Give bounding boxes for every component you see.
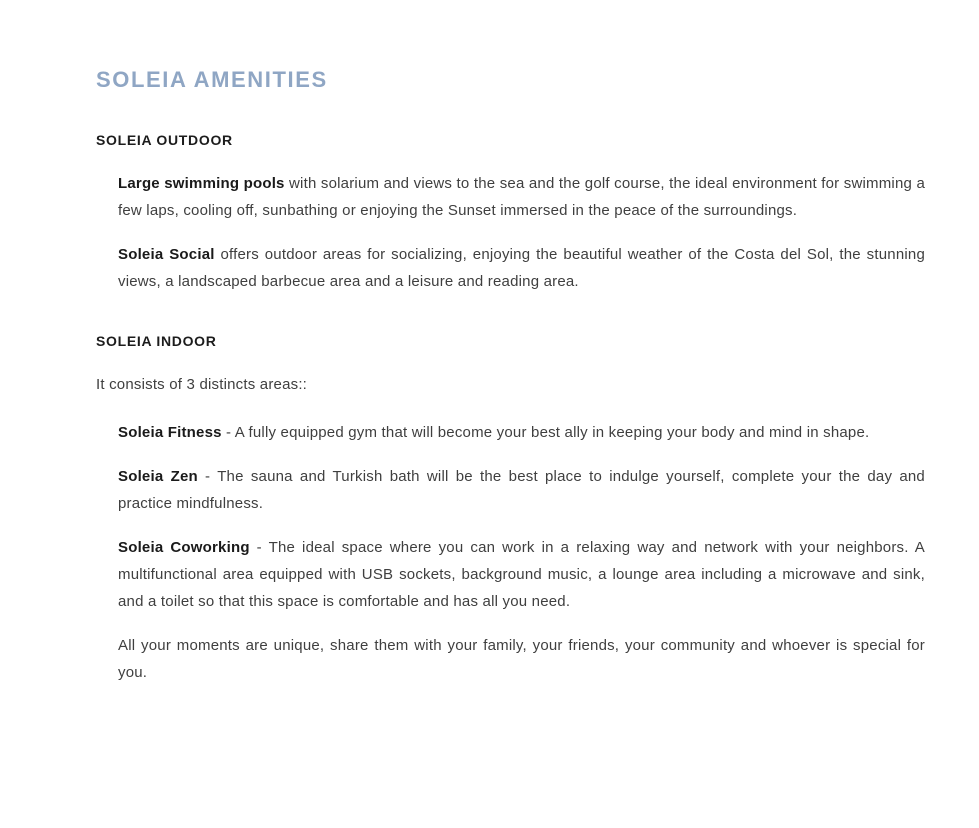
amenity-name: Soleia Social xyxy=(118,246,215,263)
amenity-paragraph xyxy=(96,170,925,224)
paragraph-text: - The sauna and Turkish bath will be the best place to indulge yourself, complete your the day and practice mindfulness. xyxy=(118,468,925,512)
paragraph-text: - The ideal space where you can work in a relaxing way and network with your neighbors. A multifunctional area equipped with USB sockets, background music, a lounge area including a microwave and sink, and a toilet so that this space is comfortable and has all you need. xyxy=(118,539,925,610)
section-intro: It consists of 3 distincts areas:: xyxy=(96,376,308,393)
amenity-paragraph xyxy=(96,534,925,615)
section-items xyxy=(96,170,925,295)
document-section xyxy=(96,131,925,295)
paragraph-text: with solarium and views to the sea and the golf course, the ideal environment for swimming a few laps, cooling off, sunbathing or enjoying the Sunset immersed in the peace of the surroundings. xyxy=(118,175,925,219)
amenity-name: Large swimming pools xyxy=(118,175,285,192)
section-items xyxy=(96,419,925,686)
amenity-name: Soleia Fitness xyxy=(118,424,222,441)
page-title: SOLEIA AMENITIES xyxy=(96,67,328,92)
amenity-paragraph xyxy=(96,463,925,517)
section-heading: SOLEIA INDOOR xyxy=(96,333,217,349)
amenity-paragraph xyxy=(96,241,925,295)
paragraph-text: All your moments are unique, share them with your family, your friends, your community and whoever is special for you. xyxy=(118,637,925,681)
document-section xyxy=(96,332,925,686)
amenity-paragraph xyxy=(96,419,925,446)
amenity-name: Soleia Zen xyxy=(118,468,198,485)
paragraph-text: - A fully equipped gym that will become your best ally in keeping your body and mind in shape. xyxy=(221,424,870,441)
amenity-paragraph xyxy=(96,632,925,686)
sections-container xyxy=(96,131,925,686)
amenity-name: Soleia Coworking xyxy=(118,539,250,556)
paragraph-text: offers outdoor areas for socializing, enjoying the beautiful weather of the Costa del Sol, the stunning views, a landscaped barbecue area and a leisure and reading area. xyxy=(118,246,925,290)
section-heading: SOLEIA OUTDOOR xyxy=(96,132,233,148)
